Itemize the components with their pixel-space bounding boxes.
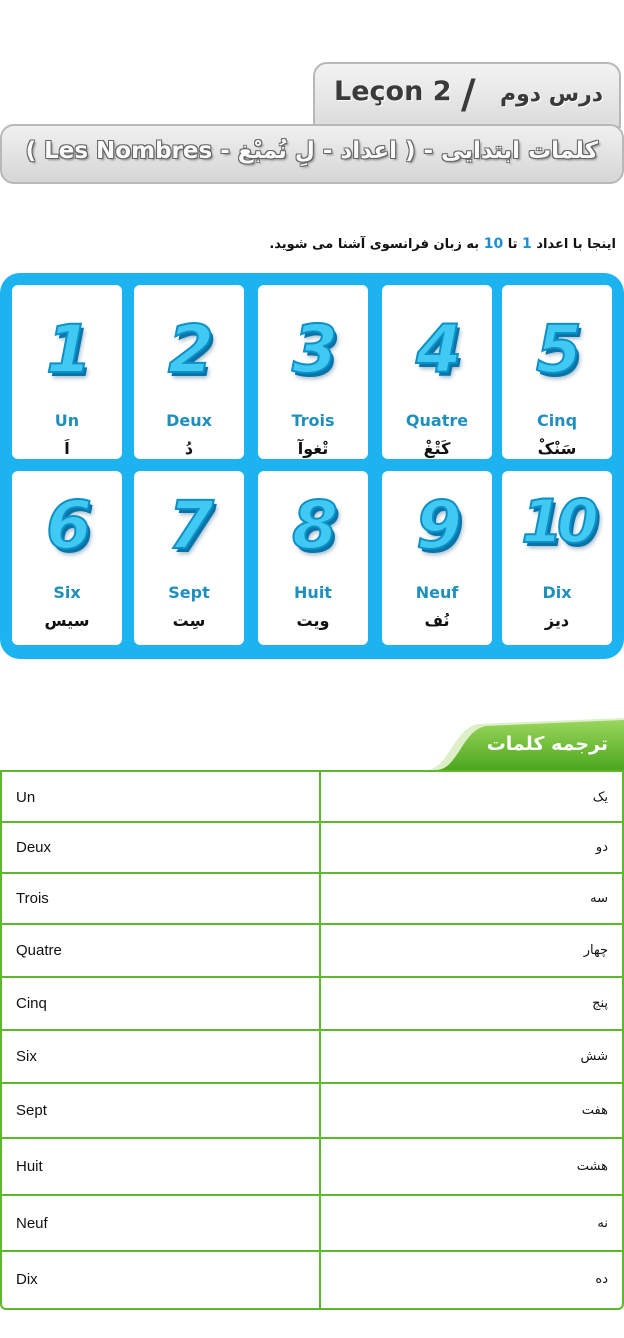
number-fr: Cinq	[536, 411, 578, 430]
number-card	[382, 285, 492, 459]
number-card	[502, 471, 612, 645]
number-card	[134, 471, 244, 645]
number-pron: تْغوآ	[297, 439, 329, 458]
number-fr: Dix	[542, 583, 572, 602]
number-fr: Trois	[291, 411, 335, 430]
number-fr: Sept	[168, 583, 210, 602]
vocab-fr: Un	[16, 789, 36, 806]
number-card	[12, 285, 122, 459]
vocab-fr: Cinq	[16, 995, 47, 1012]
table-row	[2, 874, 622, 925]
intro-part2: تا	[507, 237, 518, 252]
digit-2: 2	[168, 311, 210, 388]
vocab-fa: شش	[580, 1049, 608, 1064]
vocab-fr: Quatre	[16, 942, 62, 959]
digit-1: 1	[46, 311, 88, 388]
vocab-fr: Sept	[16, 1102, 47, 1119]
number-pron: سِت	[172, 611, 206, 630]
number-pron: دیز	[544, 611, 570, 630]
numbers-board	[0, 273, 624, 659]
vocab-fr: Neuf	[16, 1215, 48, 1232]
vocab-fr: Trois	[16, 890, 49, 907]
number-card	[502, 285, 612, 459]
intro-text	[269, 236, 616, 252]
lesson-divider: /	[461, 72, 476, 118]
vocab-title: ترجمه کلمات	[486, 733, 608, 755]
vocab-fa: دو	[595, 840, 608, 855]
digit-9: 9	[416, 487, 458, 564]
table-row	[2, 1031, 622, 1084]
number-pron: کَتْغْ	[423, 439, 451, 458]
number-card	[382, 471, 492, 645]
vocab-fa: نه	[597, 1216, 608, 1231]
digit-10: 10	[521, 487, 593, 557]
vocab-fr: Huit	[16, 1158, 43, 1175]
vocab-fa: هفت	[581, 1103, 608, 1118]
number-card	[134, 285, 244, 459]
intro-from: 1	[522, 236, 532, 252]
vocab-fa: هشت	[576, 1159, 608, 1174]
table-row	[2, 1252, 622, 1308]
number-pron: سَنْکْ	[537, 439, 577, 458]
vocab-fr: Six	[16, 1048, 37, 1065]
number-pron: سیس	[44, 611, 90, 630]
digit-6: 6	[46, 487, 88, 564]
number-pron: ویت	[296, 611, 330, 630]
number-fr: Quatre	[405, 411, 469, 430]
table-row	[2, 1084, 622, 1139]
number-card	[258, 285, 368, 459]
table-row	[2, 1196, 622, 1252]
vocab-table	[0, 770, 624, 1310]
vocab-fa: چهار	[583, 943, 608, 958]
lesson-number-fr: Leçon 2	[334, 76, 452, 107]
table-row	[2, 925, 622, 978]
vocab-fa: یک	[592, 790, 608, 805]
vocab-fa: سه	[590, 891, 608, 906]
page-title: کلمات ابتدایی - ( اعداد - لِ نُمبْغ - Les Nombres )	[25, 138, 598, 164]
intro-to: 10	[483, 236, 504, 252]
number-pron: دُ	[184, 439, 194, 458]
number-card	[12, 471, 122, 645]
table-row	[2, 772, 622, 823]
table-row	[2, 1139, 622, 1196]
number-fr: Un	[54, 411, 80, 430]
lesson-number-fa: درس دوم	[500, 82, 604, 107]
number-card	[258, 471, 368, 645]
digit-5: 5	[536, 311, 578, 388]
number-fr: Six	[53, 583, 81, 602]
vocab-fr: Dix	[16, 1271, 38, 1288]
vocab-fa: ده	[595, 1272, 608, 1287]
intro-part1: اینجا با اعداد	[536, 237, 616, 252]
intro-part3: به زبان فرانسوی آشنا می شوید.	[269, 237, 480, 252]
number-fr: Deux	[166, 411, 212, 430]
number-pron: اَ	[64, 439, 70, 458]
digit-3: 3	[292, 311, 334, 388]
digit-8: 8	[292, 487, 334, 564]
digit-7: 7	[168, 487, 210, 564]
number-fr: Huit	[294, 583, 332, 602]
table-row	[2, 823, 622, 874]
number-fr: Neuf	[415, 583, 459, 602]
table-row	[2, 978, 622, 1031]
vocab-fr: Deux	[16, 839, 52, 856]
digit-4: 4	[416, 311, 458, 388]
vocab-fa: پنج	[592, 996, 608, 1011]
number-pron: نُف	[424, 611, 450, 630]
